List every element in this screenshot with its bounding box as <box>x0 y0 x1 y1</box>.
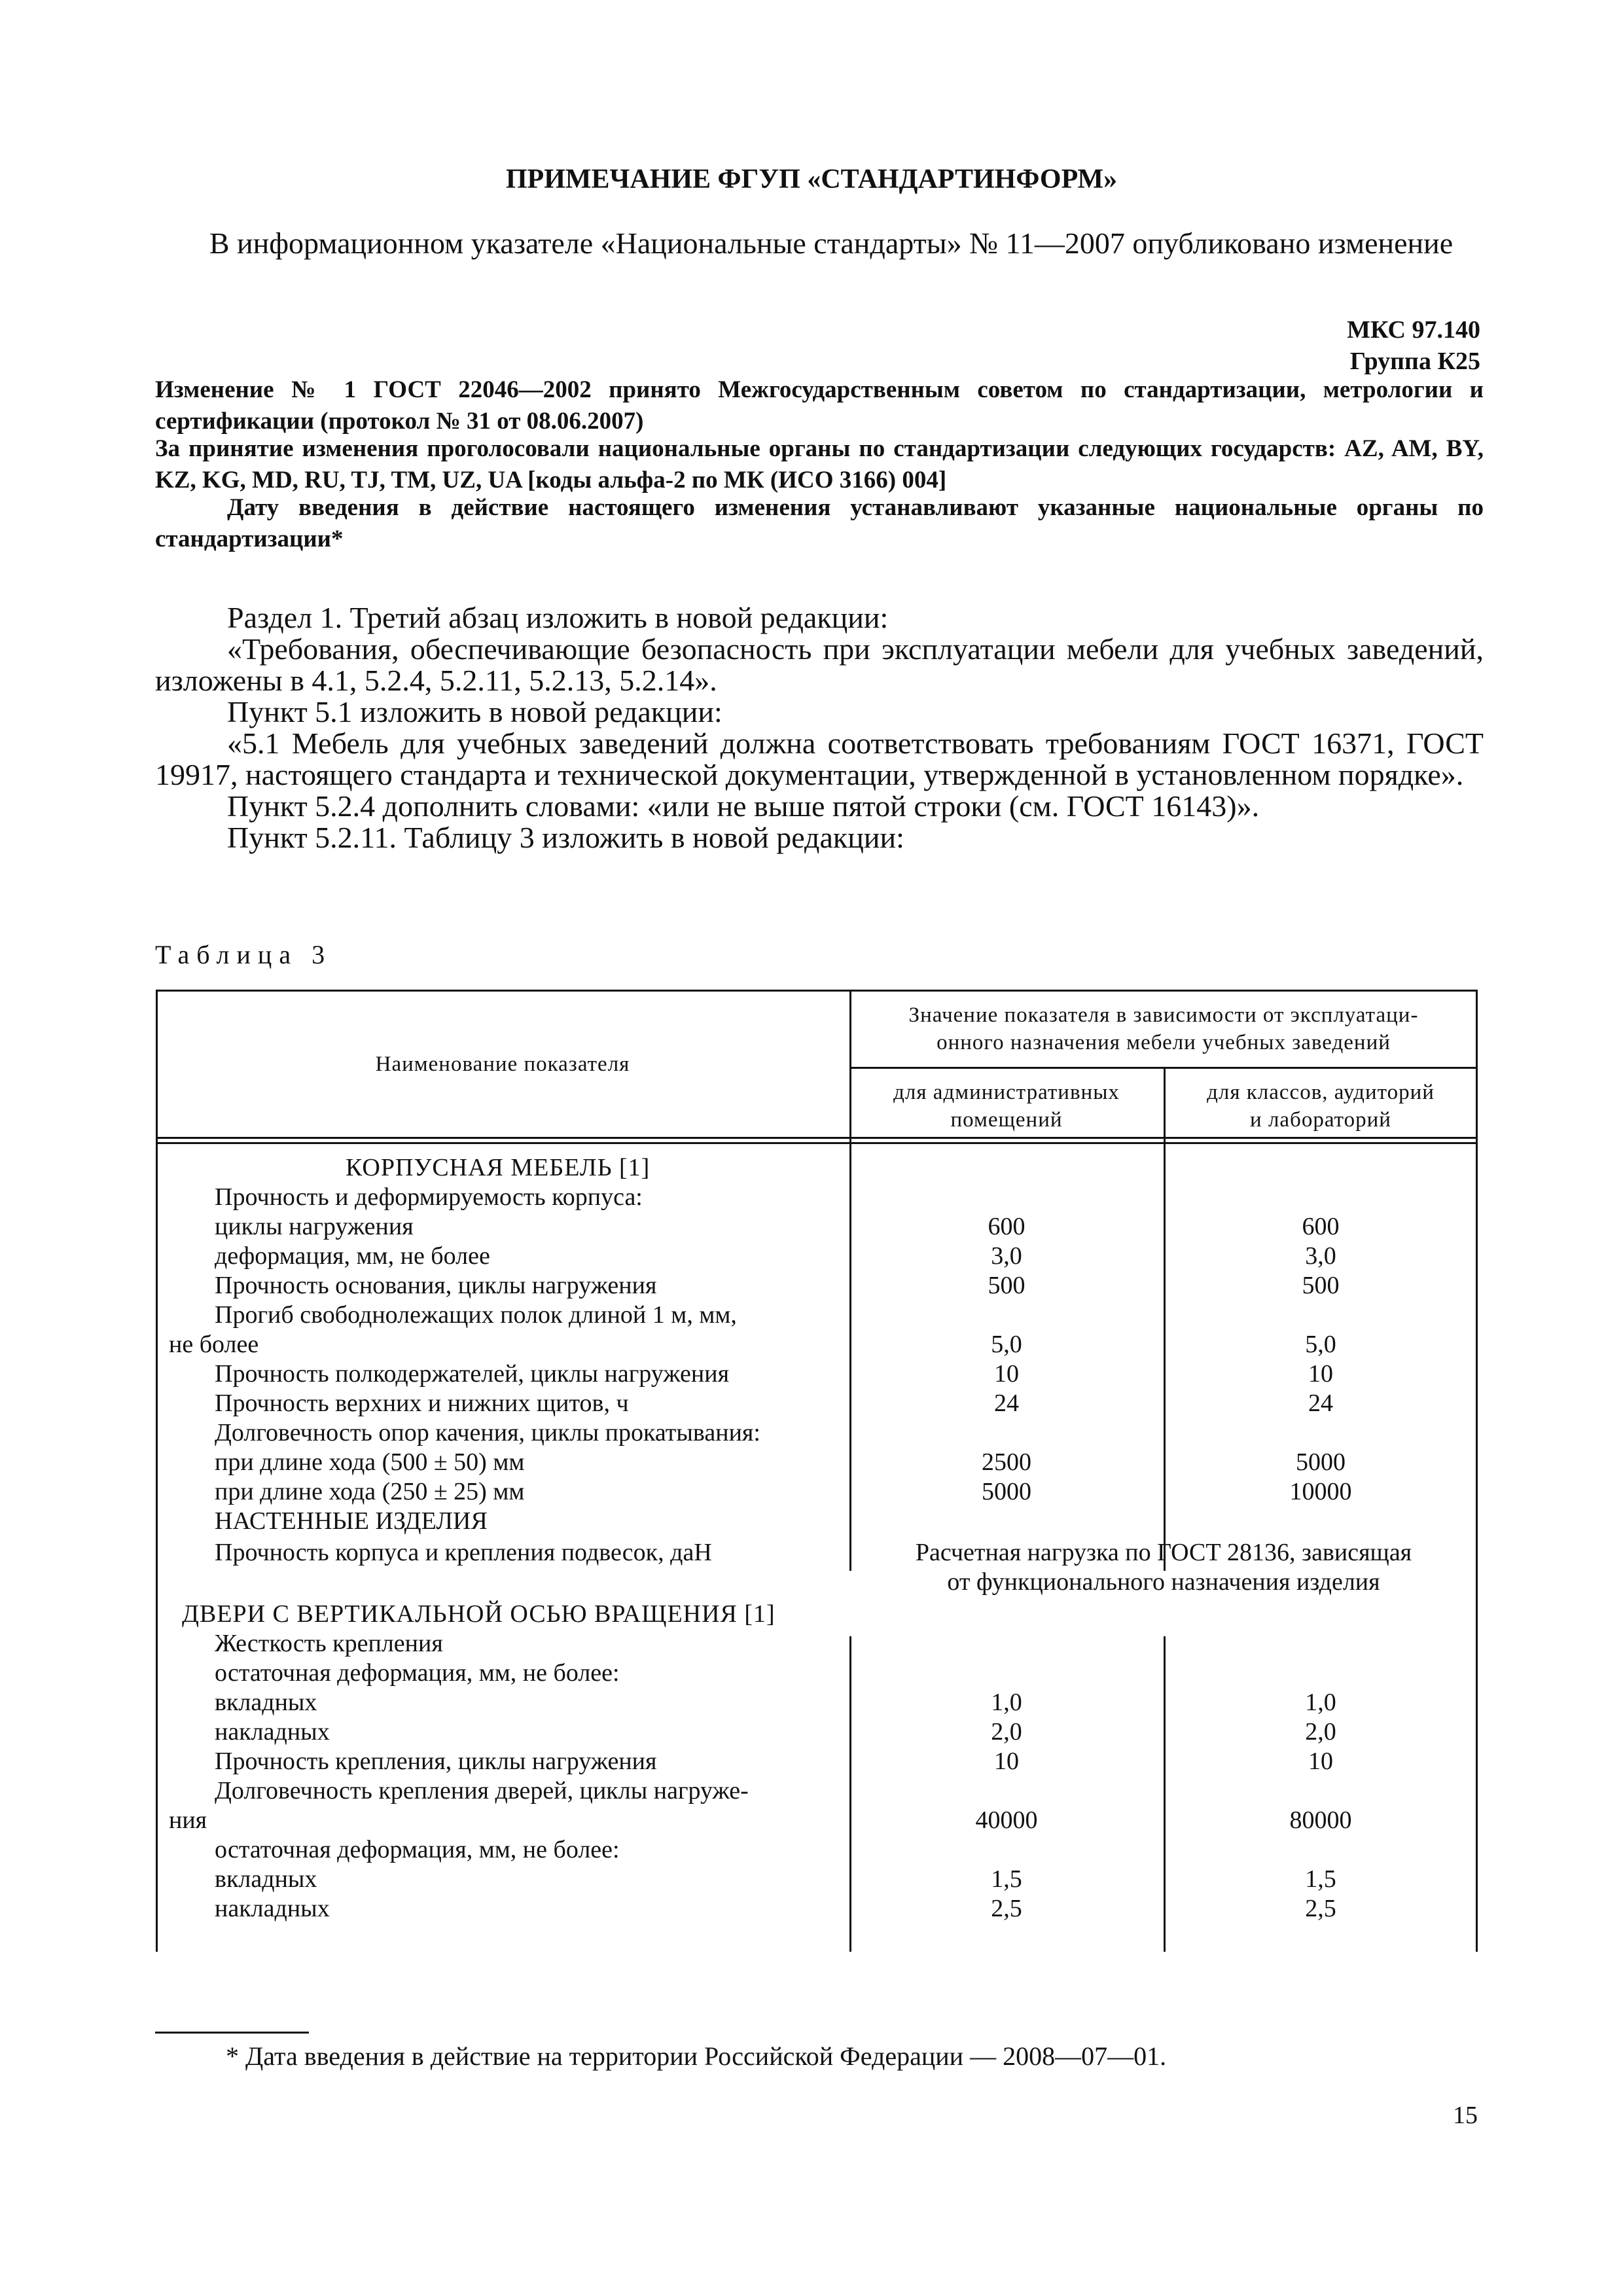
data-table <box>156 990 1478 1952</box>
row-name: остаточная деформация, мм, не более: <box>215 1836 620 1863</box>
row-name: КОРПУСНАЯ МЕБЕЛЬ [1] <box>346 1154 651 1181</box>
table-row <box>156 1330 1478 1359</box>
row-name: НАСТЕННЫЕ ИЗДЕЛИЯ <box>215 1507 488 1535</box>
row-name: Прочность верхних и нижних щитов, ч <box>215 1390 629 1417</box>
table-row <box>156 1688 1478 1717</box>
header-col-admin <box>849 1079 1164 1134</box>
header-group-line: Значение показателя в зависимости от эксплуатаци- <box>908 1003 1419 1027</box>
footnote-separator <box>155 2032 309 2034</box>
row-name: накладных <box>215 1718 330 1746</box>
row-name: Прочность полкодержателей, циклы нагружения <box>215 1360 730 1388</box>
intro-text: В информационном указателе «Национальные стандарты» № 11—2007 опубликовано изменение <box>209 226 1454 260</box>
row-value-admin: 1,5 <box>991 1865 1022 1893</box>
table-header-bottom-double <box>156 1142 1478 1144</box>
table-row <box>156 1538 1478 1568</box>
row-value-span: от функционального назначения изделия <box>947 1568 1380 1596</box>
header-col-line: и лабораторий <box>1250 1108 1391 1132</box>
row-value-classes: 2,0 <box>1305 1718 1336 1746</box>
table-row <box>156 1629 1478 1659</box>
row-value-admin: 5,0 <box>991 1331 1022 1358</box>
row-name: Прочность и деформируемость корпуса: <box>215 1183 643 1211</box>
table-row <box>156 1300 1478 1330</box>
row-name: вкладных <box>215 1865 317 1893</box>
row-value-classes: 5000 <box>1296 1448 1346 1476</box>
footnote: * Дата введения в действие на территории Российской Федерации — 2008—07—01. <box>226 2041 1167 2071</box>
body-paragraph: «Требования, обеспечивающие безопасность при эксплуатации мебели для учебных заведений, изложены в 4.1, 5.2.4, 5.2.11, 5.2.13, 5.2.14». <box>155 632 1484 697</box>
header-col-line: помещений <box>950 1108 1063 1132</box>
table-row <box>156 1389 1478 1418</box>
body-paragraph: Пункт 5.2.11. Таблицу 3 изложить в новой редакции: <box>227 821 904 854</box>
table-row <box>156 1271 1478 1300</box>
row-value-admin: 10 <box>994 1360 1019 1388</box>
amendment-voted: За принятие изменения проголосовали национальные органы по стандартизации следующих государств: AZ, AM, BY, KZ, KG, MD, RU, TJ, TM, UZ, UA [коды альфа-2 по МК (ИСО 3166) 004] <box>155 435 1484 493</box>
row-value-admin: 2,5 <box>991 1895 1022 1922</box>
mks-code: МКС 97.140 <box>1347 316 1480 344</box>
page-title: ПРИМЕЧАНИЕ ФГУП «СТАНДАРТИНФОРМ» <box>505 164 1118 194</box>
row-name: Прочность основания, циклы нагружения <box>215 1272 657 1299</box>
page-number: 15 <box>1453 2102 1478 2129</box>
row-value-admin: 1,0 <box>991 1689 1022 1716</box>
header-group-line: онного назначения мебели учебных заведений <box>936 1031 1391 1054</box>
table-row <box>156 1507 1478 1536</box>
table-row <box>156 1183 1478 1212</box>
table-row <box>156 1212 1478 1242</box>
row-name: ния <box>169 1806 207 1834</box>
body-paragraph: Раздел 1. Третий абзац изложить в новой редакции: <box>227 601 889 634</box>
row-value-admin: 40000 <box>975 1806 1038 1834</box>
classification-block <box>1347 314 1480 377</box>
body-paragraph: Пункт 5.2.4 дополнить словами: «или не выше пятой строки (см. ГОСТ 16143)». <box>227 789 1260 823</box>
row-value-admin: 2,0 <box>991 1718 1022 1746</box>
row-name: накладных <box>215 1895 330 1922</box>
header-col-line: для административных <box>893 1081 1120 1104</box>
table-row <box>156 1242 1478 1271</box>
table-header-bottom <box>156 1137 1478 1139</box>
header-col-classes <box>1164 1079 1478 1134</box>
row-value-classes: 80000 <box>1289 1806 1352 1834</box>
row-value-classes: 10 <box>1308 1748 1333 1775</box>
table-row <box>156 1477 1478 1507</box>
table-row <box>156 1448 1478 1477</box>
row-value-admin: 24 <box>994 1390 1019 1417</box>
row-name: деформация, мм, не более <box>215 1242 490 1270</box>
table-border-top <box>156 990 1478 992</box>
row-value-classes: 600 <box>1302 1213 1340 1240</box>
header-name: Наименование показателя <box>375 1052 630 1076</box>
table-row <box>156 1359 1478 1389</box>
row-value-admin: 5000 <box>982 1478 1031 1505</box>
table-row <box>156 1776 1478 1806</box>
table-row <box>156 1600 1478 1629</box>
row-name: Прогиб свободнолежащих полок длиной 1 м, мм, <box>215 1301 737 1329</box>
row-value-classes: 1,5 <box>1305 1865 1336 1893</box>
row-value-admin: 500 <box>988 1272 1026 1299</box>
row-value-admin: 600 <box>988 1213 1026 1240</box>
row-value-classes: 10 <box>1308 1360 1333 1388</box>
header-group <box>849 1001 1478 1056</box>
table-row <box>156 1835 1478 1865</box>
row-value-classes: 1,0 <box>1305 1689 1336 1716</box>
row-name: Прочность корпуса и крепления подвесок, даН <box>215 1539 712 1566</box>
table-row-continued <box>156 1568 1478 1597</box>
table-row <box>156 1865 1478 1894</box>
table-row <box>156 1659 1478 1688</box>
group-code: Группа К25 <box>1349 348 1480 375</box>
table-caption: Таблица 3 <box>155 940 332 969</box>
row-name: Долговечность опор качения, циклы прокатывания: <box>215 1419 760 1446</box>
row-name: не более <box>169 1331 259 1358</box>
amendment-adopted: Изменение № 1 ГОСТ 22046—2002 принято Межгосударственным советом по стандартизации, метрологии и сертификации (протокол № 31 от 08.06.2007) <box>155 376 1484 435</box>
header-col-line: для классов, аудиторий <box>1207 1081 1435 1104</box>
row-name: Прочность крепления, циклы нагружения <box>215 1748 657 1775</box>
table-row <box>156 1747 1478 1776</box>
table-row <box>156 1418 1478 1448</box>
table-row <box>156 1806 1478 1835</box>
row-value-classes: 5,0 <box>1305 1331 1336 1358</box>
row-value-admin: 2500 <box>982 1448 1031 1476</box>
row-value-classes: 10000 <box>1289 1478 1352 1505</box>
table-row <box>156 1153 1478 1183</box>
row-value-classes: 500 <box>1302 1272 1340 1299</box>
amendment-date-intro: Дату введения в действие настоящего изменения устанавливают указанные национальные органы по стандартизации* <box>155 494 1484 552</box>
row-value-classes: 2,5 <box>1305 1895 1336 1922</box>
row-name: Долговечность крепления дверей, циклы нагруже- <box>215 1777 749 1804</box>
row-name: Жесткость крепления <box>215 1630 443 1657</box>
row-value-classes: 24 <box>1308 1390 1333 1417</box>
row-value-admin: 10 <box>994 1748 1019 1775</box>
table-row <box>156 1717 1478 1747</box>
row-value-admin: 3,0 <box>991 1242 1022 1270</box>
row-value-classes: 3,0 <box>1305 1242 1336 1270</box>
row-name: циклы нагружения <box>215 1213 414 1240</box>
row-value-span: Расчетная нагрузка по ГОСТ 28136, зависящая <box>915 1539 1412 1566</box>
table-row <box>156 1894 1478 1924</box>
row-name: вкладных <box>215 1689 317 1716</box>
row-name: при длине хода (250 ± 25) мм <box>215 1478 525 1505</box>
row-name: ДВЕРИ С ВЕРТИКАЛЬНОЙ ОСЬЮ ВРАЩЕНИЯ [1] <box>182 1600 776 1628</box>
row-name: остаточная деформация, мм, не более: <box>215 1659 620 1687</box>
body-paragraph: «5.1 Мебель для учебных заведений должна соответствовать требованиям ГОСТ 16371, ГОСТ 19917, настоящего стандарта и технической документации, утвержденной в установленном порядке». <box>155 726 1484 791</box>
row-name: при длине хода (500 ± 50) мм <box>215 1448 525 1476</box>
body-paragraph: Пункт 5.1 изложить в новой редакции: <box>227 695 722 728</box>
